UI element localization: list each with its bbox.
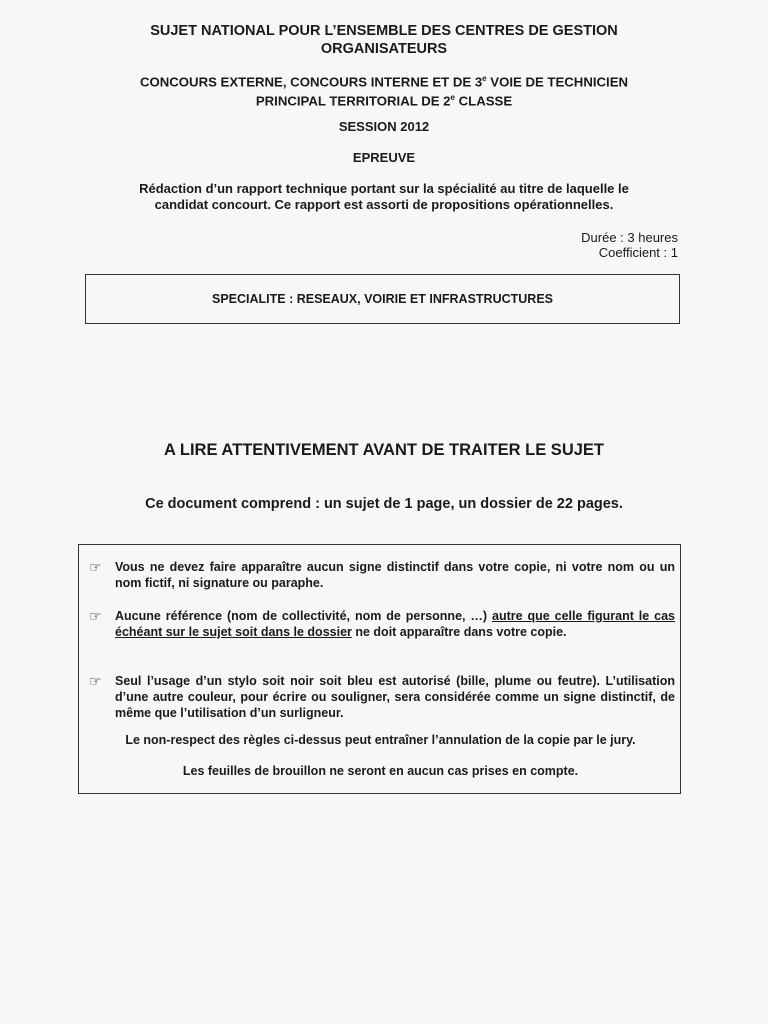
- hand-pointer-icon: ☞: [89, 608, 102, 624]
- hand-pointer-icon: ☞: [89, 559, 102, 575]
- duration-block: [581, 230, 678, 260]
- rule-text: Seul l’usage d’un stylo soit noir soit bleu est autorisé (bille, plume ou feutre). L’utilisation d’une autre couleur, pour écrire ou souligner, sera considérée comme un signe distinctif, de même que l’utilisation d’un surligneur.: [115, 674, 675, 720]
- warning-heading: A LIRE ATTENTIVEMENT AVANT DE TRAITER LE SUJET: [163, 441, 604, 459]
- epreuve-description: [0, 181, 768, 213]
- epreuve-label: EPREUVE: [352, 150, 416, 165]
- specialite-text: SPECIALITE : RESEAUX, VOIRIE ET INFRASTRUCTURES: [211, 292, 553, 306]
- session-label: SESSION 2012: [338, 119, 430, 134]
- document-contents: Ce document comprend : un sujet de 1 page, un dossier de 22 pages.: [145, 496, 623, 512]
- non-respect-warning: Le non-respect des règles ci-dessus peut entraîner l’annulation de la copie par le jury.: [125, 733, 636, 747]
- epreuve-description-line-2: candidat concourt. Ce rapport est assorti de propositions opérationnelles.: [154, 197, 614, 212]
- hand-pointer-icon: ☞: [89, 673, 102, 689]
- header-line-1: SUJET NATIONAL POUR L’ENSEMBLE DES CENTRES DE GESTION: [150, 23, 618, 39]
- header-line-2: ORGANISATEURS: [320, 41, 448, 57]
- exam-title-line-2: PRINCIPAL TERRITORIAL DE 2e CLASSE: [255, 93, 513, 109]
- rule-text: Aucune référence (nom de collectivité, nom de personne, …) autre que celle figurant le cas échéant sur le sujet soit dans le dossier ne doit apparaître dans votre copie.: [115, 609, 675, 639]
- exam-title: [0, 71, 768, 110]
- rule-text: Vous ne devez faire apparaître aucun signe distinctif dans votre copie, ni votre nom ou un nom fictif, ni signature ou paraphe.: [115, 560, 675, 590]
- document-header: [0, 22, 768, 58]
- rules-box: [78, 544, 681, 794]
- underlined-text: autre que celle figurant le cas échéant sur le sujet soit dans le dossier: [115, 609, 675, 639]
- specialite-box: [85, 274, 680, 324]
- coefficient-text: Coefficient : 1: [598, 245, 678, 260]
- exam-title-line-1: CONCOURS EXTERNE, CONCOURS INTERNE ET DE 3e VOIE DE TECHNICIEN: [139, 74, 629, 90]
- duration-text: Durée : 3 heures: [581, 230, 678, 245]
- brouillon-note: Les feuilles de brouillon ne seront en aucun cas prises en compte.: [182, 764, 579, 778]
- epreuve-description-line-1: Rédaction d’un rapport technique portant sur la spécialité au titre de laquelle le: [139, 181, 629, 196]
